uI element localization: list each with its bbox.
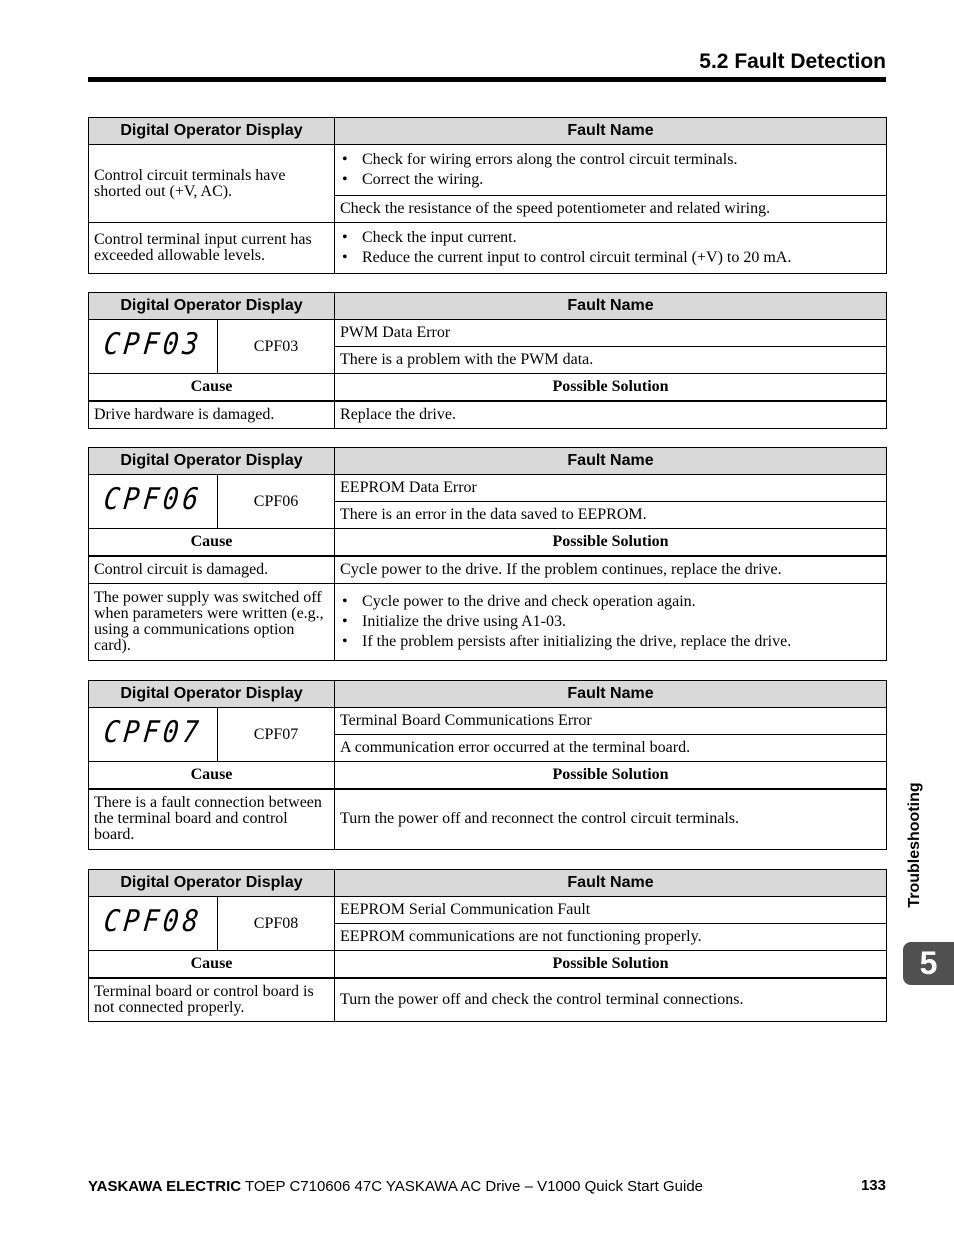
solution-cell: Cycle power to the drive. If the problem continues, replace the drive. <box>335 556 887 583</box>
fault-table-continued <box>88 117 887 274</box>
cause-cell: Drive hardware is damaged. <box>89 401 335 428</box>
segment-display <box>89 475 218 529</box>
solution-header: Possible Solution <box>335 951 887 979</box>
display-header: Digital Operator Display <box>89 293 335 320</box>
fault-code: CPF03 <box>218 320 335 374</box>
fault-code: CPF07 <box>218 708 335 762</box>
solution-item: • Reduce the current input to control circuit terminal (+V) to 20 mA. <box>340 250 881 266</box>
cause-cell: Terminal board or control board is not connected properly. <box>89 978 335 1021</box>
segment-display-text: CPF07 <box>102 715 204 750</box>
solution-item: • Correct the wiring. <box>340 172 881 188</box>
solution-item: • Initialize the drive using A1-03. <box>340 614 881 630</box>
fault-name: EEPROM Data Error <box>335 475 887 502</box>
solution-header: Possible Solution <box>335 762 887 790</box>
solution-header: Possible Solution <box>335 529 887 557</box>
chapter-tab: 5 <box>903 942 954 985</box>
cause-cell: Control circuit is damaged. <box>89 556 335 583</box>
segment-display-text: CPF08 <box>102 904 204 939</box>
fault-code: CPF08 <box>218 897 335 951</box>
cause-cell: There is a fault connection between the terminal board and control board. <box>89 789 335 849</box>
cause-header: Cause <box>89 762 335 790</box>
solution-item: • Check for wiring errors along the control circuit terminals. <box>340 152 881 168</box>
fault-table-cpf06 <box>88 447 887 661</box>
solution-item: • Cycle power to the drive and check operation again. <box>340 594 881 610</box>
segment-display <box>89 708 218 762</box>
fault-table-cpf07 <box>88 680 887 850</box>
solution-cell <box>335 145 887 196</box>
fault-name: EEPROM Serial Communication Fault <box>335 897 887 924</box>
fault-description: EEPROM communications are not functioning properly. <box>335 924 887 951</box>
display-header: Digital Operator Display <box>89 448 335 475</box>
fault-description: There is an error in the data saved to EEPROM. <box>335 502 887 529</box>
fault-name-header: Fault Name <box>335 681 887 708</box>
section-title: 5.2 Fault Detection <box>699 50 886 73</box>
solution-cell: Check the resistance of the speed potentiometer and related wiring. <box>335 196 887 223</box>
fault-code: CPF06 <box>218 475 335 529</box>
segment-display <box>89 897 218 951</box>
cause-cell: The power supply was switched off when parameters were written (e.g., using a communications option card). <box>89 583 335 660</box>
fault-name: PWM Data Error <box>335 320 887 347</box>
cause-cell: Control terminal input current has exceeded allowable levels. <box>89 223 335 274</box>
fault-name-header: Fault Name <box>335 448 887 475</box>
solution-header: Possible Solution <box>335 374 887 402</box>
cause-header: Cause <box>89 374 335 402</box>
page-number: 133 <box>860 1177 886 1194</box>
cause-header: Cause <box>89 529 335 557</box>
solution-cell <box>335 223 887 274</box>
footer-brand: YASKAWA ELECTRIC <box>88 1178 242 1195</box>
cause-cell: Control circuit terminals have shorted out (+V, AC). <box>89 145 335 223</box>
cause-header: Cause <box>89 951 335 979</box>
fault-description: A communication error occurred at the terminal board. <box>335 735 887 762</box>
fault-table-cpf08 <box>88 869 887 1022</box>
fault-name-header: Fault Name <box>335 118 887 145</box>
fault-table-cpf03 <box>88 292 887 429</box>
fault-name-header: Fault Name <box>335 293 887 320</box>
display-header: Digital Operator Display <box>89 118 335 145</box>
display-header: Digital Operator Display <box>89 681 335 708</box>
solution-cell <box>335 583 887 660</box>
segment-display-text: CPF03 <box>102 327 204 362</box>
fault-name: Terminal Board Communications Error <box>335 708 887 735</box>
header-rule <box>88 77 886 82</box>
display-header: Digital Operator Display <box>89 870 335 897</box>
solution-item: • Check the input current. <box>340 230 881 246</box>
segment-display-text: CPF06 <box>102 482 204 517</box>
footer-doc-title: TOEP C710606 47C YASKAWA AC Drive – V1000 Quick Start Guide <box>244 1178 703 1195</box>
segment-display <box>89 320 218 374</box>
footer-doc <box>88 1178 703 1195</box>
solution-item: • If the problem persists after initializing the drive, replace the drive. <box>340 634 881 650</box>
side-label-text: Troubleshooting <box>906 782 923 908</box>
solution-cell: Replace the drive. <box>335 401 887 428</box>
fault-description: There is a problem with the PWM data. <box>335 347 887 374</box>
solution-cell: Turn the power off and check the control terminal connections. <box>335 978 887 1021</box>
fault-name-header: Fault Name <box>335 870 887 897</box>
solution-cell: Turn the power off and reconnect the control circuit terminals. <box>335 789 887 849</box>
